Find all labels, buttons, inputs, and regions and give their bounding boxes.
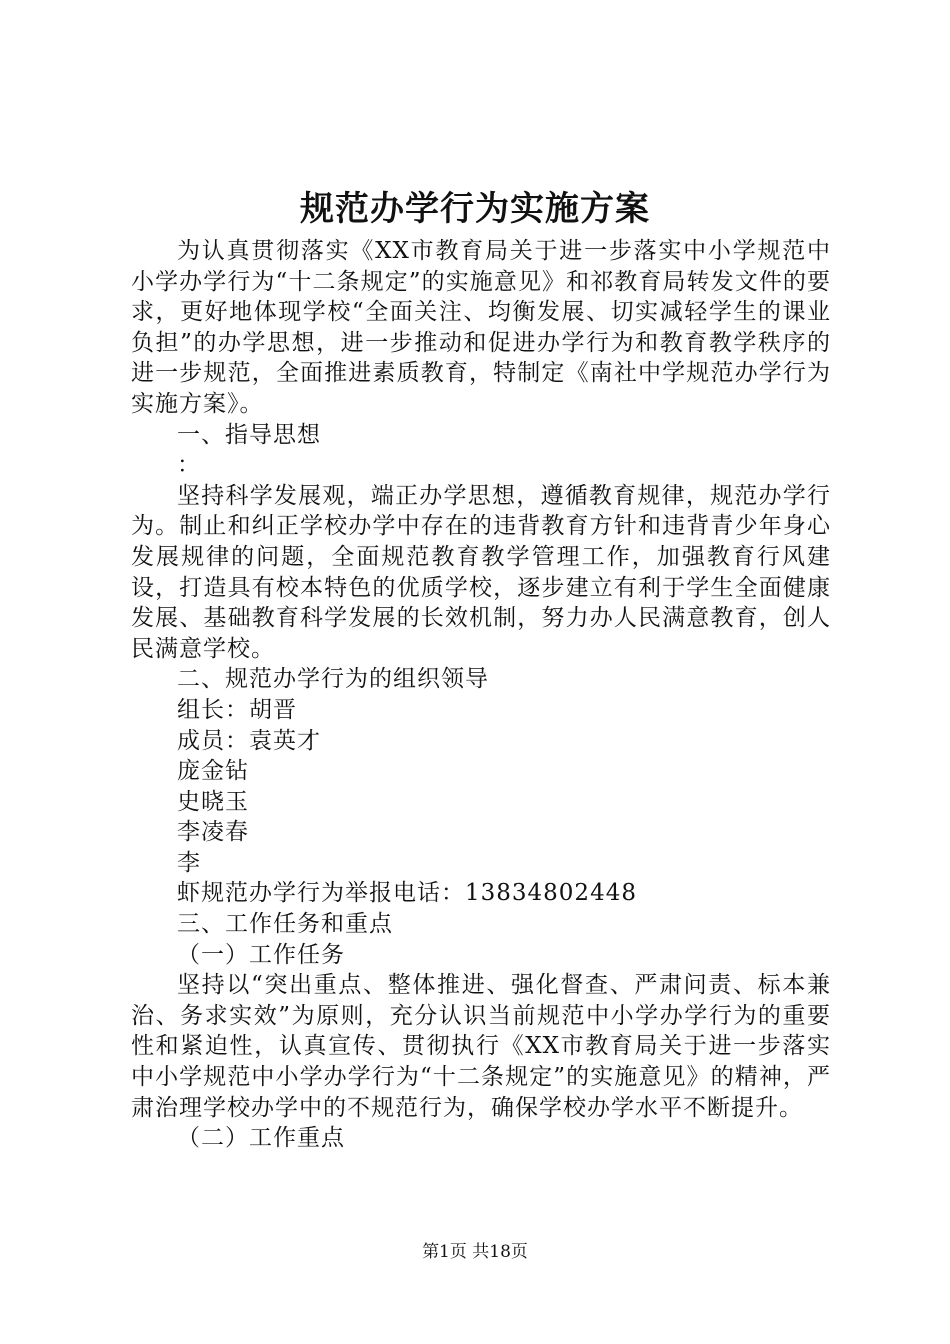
subsection-heading-tasks: （一）工作任务 <box>177 941 345 968</box>
section-heading-leadership: 二、规范办学行为的组织领导 <box>177 666 489 693</box>
document-body <box>131 236 831 1154</box>
heading-colon: ： <box>177 452 201 479</box>
section-heading-tasks: 三、工作任务和重点 <box>177 911 393 938</box>
team-member: 史晓玉 <box>177 788 249 815</box>
page-footer: 第1页 共18页 <box>422 1242 528 1262</box>
tasks-paragraph: 坚持以“突出重点、整体推进、强化督查、严肃问责、标本兼治、务求实效”为原则，充分认识当前规范中小学办学行为的重要性和紧迫性，认真宣传、贯彻执行《XX市教育局关于进一步落实中小学规范中小学办学行为“十二条规定”的实施意见》的精神，严肃治理学校办学中的不规范行为，确保学校办学水平不断提升。 <box>131 972 831 1121</box>
section-heading-guiding-ideology: 一、指导思想 <box>177 421 321 448</box>
guiding-ideology-paragraph: 坚持科学发展观，端正办学思想，遵循教育规律，规范办学行为。制止和纠正学校办学中存在的违背教育方针和违背青少年身心发展规律的问题，全面规范教育教学管理工作，加强教育行风建设，打造具有校本特色的优质学校，逐步建立有利于学生全面健康发展、基础教育科学发展的长效机制，努力办人民满意教育，创人民满意学校。 <box>131 482 831 662</box>
team-member: 李凌春 <box>177 819 249 846</box>
team-member: 李 <box>177 849 201 876</box>
team-member: 庞金钻 <box>177 758 249 785</box>
report-hotline: 虾规范办学行为举报电话：13834802448 <box>177 880 637 907</box>
team-leader: 组长：胡晋 <box>177 696 297 723</box>
document-title: 规范办学行为实施方案 <box>300 189 650 229</box>
intro-paragraph: 为认真贯彻落实《XX市教育局关于进一步落实中小学规范中小学办学行为“十二条规定”的实施意见》和祁教育局转发文件的要求，更好地体现学校“全面关注、均衡发展、切实减轻学生的课业负担”的办学思想，进一步推动和促进办学行为和教育教学秩序的进一步规范，全面推进素质教育，特制定《南社中学规范办学行为实施方案》。 <box>131 238 831 417</box>
team-members: 成员：袁英才 <box>177 727 321 754</box>
subsection-heading-focus: （二）工作重点 <box>177 1125 345 1152</box>
